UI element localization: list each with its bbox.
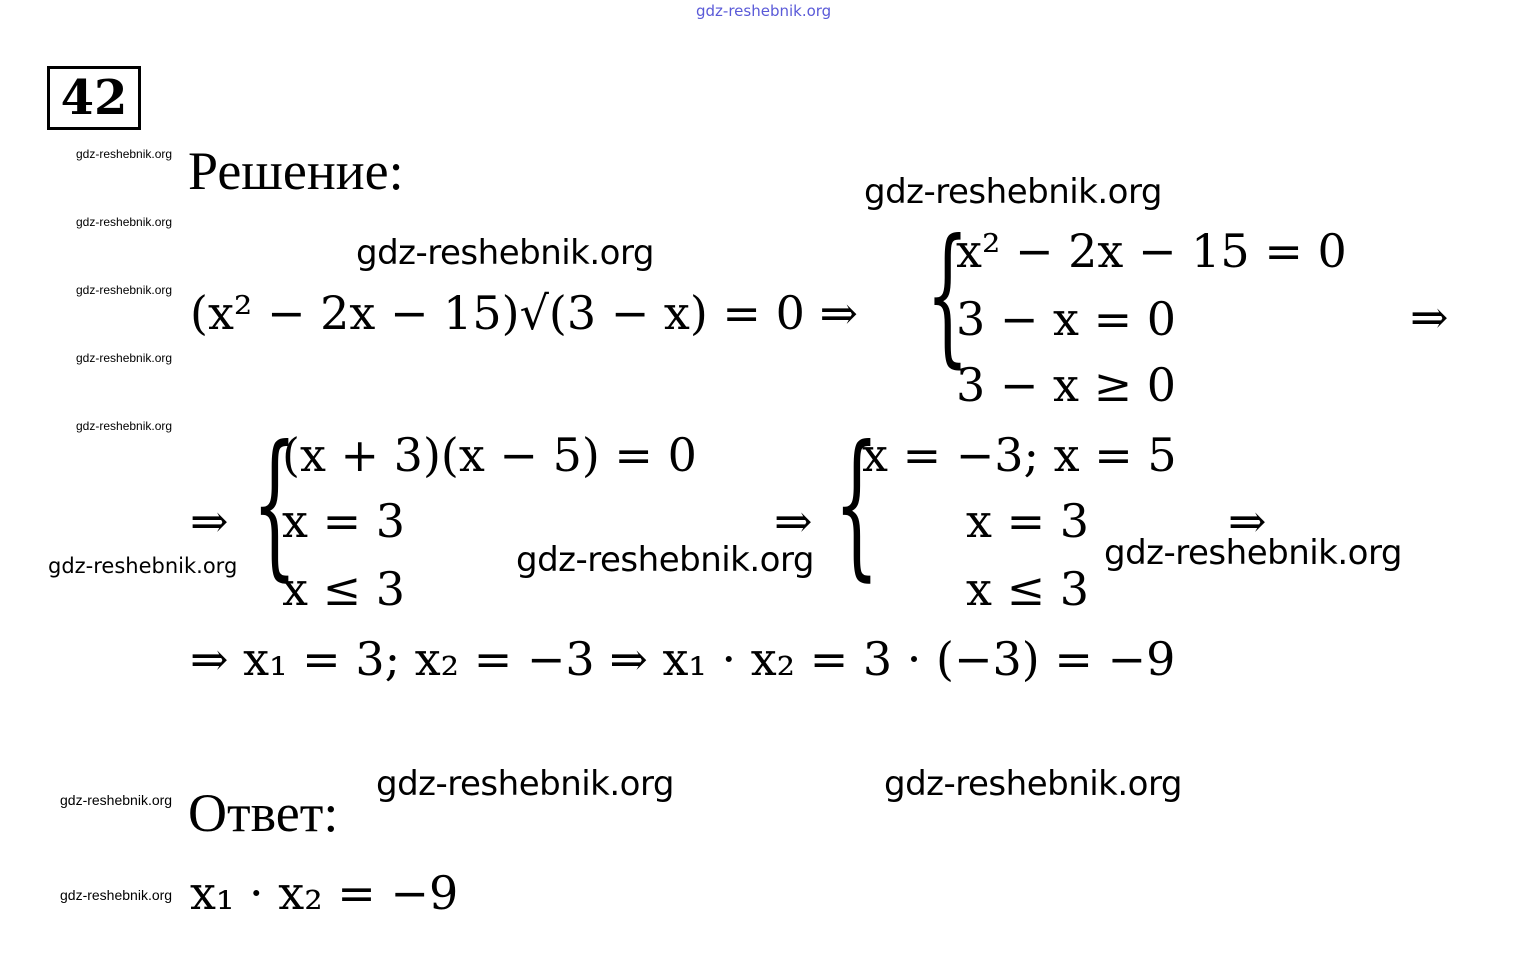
answer-heading: Ответ: — [188, 783, 339, 843]
implies-arrow: ⇒ — [1410, 290, 1449, 344]
implies-arrow: ⇒ — [190, 494, 229, 548]
watermark-small: gdz-reshebnik.org — [60, 792, 173, 808]
system-brace: { — [926, 208, 969, 382]
problem-number: 42 — [47, 66, 141, 130]
watermark-large: gdz-reshebnik.org — [1104, 533, 1402, 573]
system1-row1: x² − 2x − 15 = 0 — [956, 224, 1347, 278]
system1-row3: 3 − x ≥ 0 — [956, 358, 1177, 412]
implies-arrow: ⇒ — [774, 494, 813, 548]
watermark-small: gdz-reshebnik.org — [76, 351, 173, 365]
watermark-large: gdz-reshebnik.org — [516, 540, 814, 580]
system3-row3: x ≤ 3 — [966, 562, 1089, 616]
solution-heading: Решение: — [188, 141, 404, 201]
system2-row3: x ≤ 3 — [282, 562, 405, 616]
watermark-small: gdz-reshebnik.org — [76, 283, 173, 297]
watermark-large: gdz-reshebnik.org — [884, 764, 1182, 804]
equation-line1-lhs: (x² − 2x − 15)√(3 − x) = 0 ⇒ — [190, 286, 859, 340]
watermark-small: gdz-reshebnik.org — [60, 887, 173, 903]
watermark-small: gdz-reshebnik.org — [76, 215, 173, 229]
watermark-large: gdz-reshebnik.org — [864, 172, 1162, 212]
system2-row2: x = 3 — [282, 494, 405, 548]
system1-row2: 3 − x = 0 — [956, 292, 1177, 346]
answer-equation: x₁ · x₂ = −9 — [190, 866, 459, 920]
equation-line3: ⇒ x₁ = 3; x₂ = −3 ⇒ x₁ · x₂ = 3 · (−3) = −9 — [190, 632, 1176, 686]
watermark-large: gdz-reshebnik.org — [356, 233, 654, 273]
implies-arrow: ⇒ — [1228, 494, 1267, 548]
watermark-small: gdz-reshebnik.org — [76, 147, 173, 161]
system2-row1: (x + 3)(x − 5) = 0 — [282, 428, 697, 482]
system3-row2: x = 3 — [966, 494, 1089, 548]
watermark-medium: gdz-reshebnik.org — [48, 554, 238, 578]
system-brace: { — [834, 412, 880, 596]
watermark-top: gdz-reshebnik.org — [696, 2, 832, 20]
system3-row1: x = −3; x = 5 — [862, 428, 1177, 482]
watermark-large: gdz-reshebnik.org — [376, 764, 674, 804]
watermark-small: gdz-reshebnik.org — [76, 419, 173, 433]
system-brace: { — [252, 412, 298, 596]
